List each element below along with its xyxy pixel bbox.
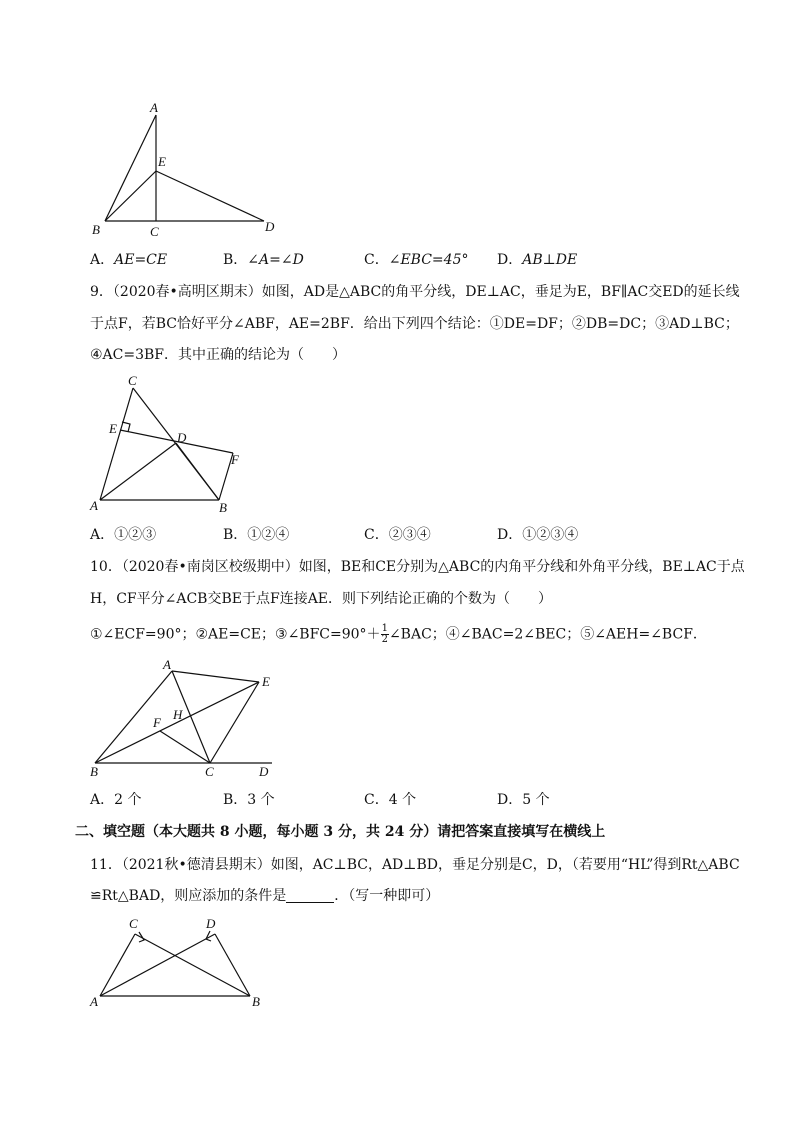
label-f: F xyxy=(231,452,239,467)
label-c: C xyxy=(128,373,137,388)
label-e: E xyxy=(262,674,270,689)
q9-stem-line1: 9．（2020春•高明区期末）如图，AD是△ABC的角平分线，DE⊥AC，垂足为E，BF∥AC交ED的延长线 xyxy=(90,284,740,300)
segment-ab xyxy=(105,115,156,221)
q9-option-c[interactable]: C．②③④ xyxy=(364,527,431,543)
label-c: C xyxy=(129,916,138,931)
q10-stem-line3: ①∠ECF=90°；②AE=CE；③∠BFC=90°＋ $\frac{1}{2}$ ∠BAC；④∠BAC=2∠BEC；⑤∠AEH=∠BCF． xyxy=(90,623,707,645)
q8-option-a[interactable]: A．AE=CE xyxy=(90,252,168,268)
label-b: B xyxy=(219,500,227,515)
q9-option-b[interactable]: B．①②④ xyxy=(223,527,290,543)
q9-option-a[interactable]: A．①②③ xyxy=(90,527,157,543)
q10-stem-line2: H，CF平分∠ACB交BE于点F连接AE．则下列结论正确的个数为（ ） xyxy=(90,591,553,607)
q11-stem-line1: 11．（2021秋•德清县期末）如图，AC⊥BC，AD⊥BD，垂足分别是C，D，（若要用“HL”得到Rt△ABC xyxy=(90,857,740,873)
q10-option-d[interactable]: D．5 个 xyxy=(497,792,550,808)
q8-option-c[interactable]: C．∠EBC=45° xyxy=(364,252,469,268)
segment-ad xyxy=(100,443,176,500)
answer-blank[interactable] xyxy=(286,888,334,903)
figure-q9 xyxy=(85,370,255,520)
segment-ac xyxy=(100,388,133,500)
segment-cf xyxy=(160,731,210,763)
q11-stem-line2: ≌Rt△BAD，则应添加的条件是 ．（写一种即可） xyxy=(90,888,440,904)
label-e: E xyxy=(109,421,117,436)
fraction-one-half: $\frac{1}{2}$ xyxy=(381,623,388,645)
label-a: A xyxy=(150,100,158,115)
label-d: D xyxy=(206,916,216,931)
section-heading-fill-in: 二、填空题（本大题共 8 小题，每小题 3 分，共 24 分）请把答案直接填写在横线上 xyxy=(75,824,606,840)
segment-ed xyxy=(156,171,264,221)
label-d: D xyxy=(177,430,187,445)
label-b: B xyxy=(252,994,260,1009)
label-b: B xyxy=(92,222,100,237)
segment-be xyxy=(105,171,156,221)
q10-option-a[interactable]: A．2 个 xyxy=(90,792,142,808)
q8-option-b[interactable]: B．∠A=∠D xyxy=(223,252,304,268)
segment-db xyxy=(176,443,219,500)
label-a: A xyxy=(90,994,98,1009)
label-h: H xyxy=(173,707,183,722)
q10-stem-line1: 10．（2020春•南岗区校级期中）如图，BE和CE分别为△ABC的内角平分线和外角平分线，BE⊥AC于点 xyxy=(90,559,745,575)
label-e: E xyxy=(158,154,166,169)
label-f: F xyxy=(153,715,161,730)
q9-stem-line3: ④AC=3BF．其中正确的结论为（ ） xyxy=(90,347,347,363)
q10-option-b[interactable]: B．3 个 xyxy=(223,792,275,808)
q8-option-d[interactable]: D．AB⊥DE xyxy=(497,252,578,268)
q9-option-d[interactable]: D．①②③④ xyxy=(497,527,579,543)
figure-q10 xyxy=(85,655,285,785)
label-d: D xyxy=(265,219,275,234)
label-d: D xyxy=(259,764,269,779)
label-b: B xyxy=(90,764,98,779)
q9-stem-line2: 于点F，若BC恰好平分∠ABF，AE=2BF．给出下列四个结论：①DE=DF；②DB=DC；③AD⊥BC； xyxy=(90,316,739,332)
figure-q8 xyxy=(85,95,285,245)
label-c: C xyxy=(205,764,214,779)
label-c: C xyxy=(150,224,159,239)
figure-q11 xyxy=(85,910,275,1010)
q10-option-c[interactable]: C．4 个 xyxy=(364,792,417,808)
segment-ae xyxy=(172,671,259,682)
label-a: A xyxy=(90,498,98,513)
label-a: A xyxy=(163,657,171,672)
